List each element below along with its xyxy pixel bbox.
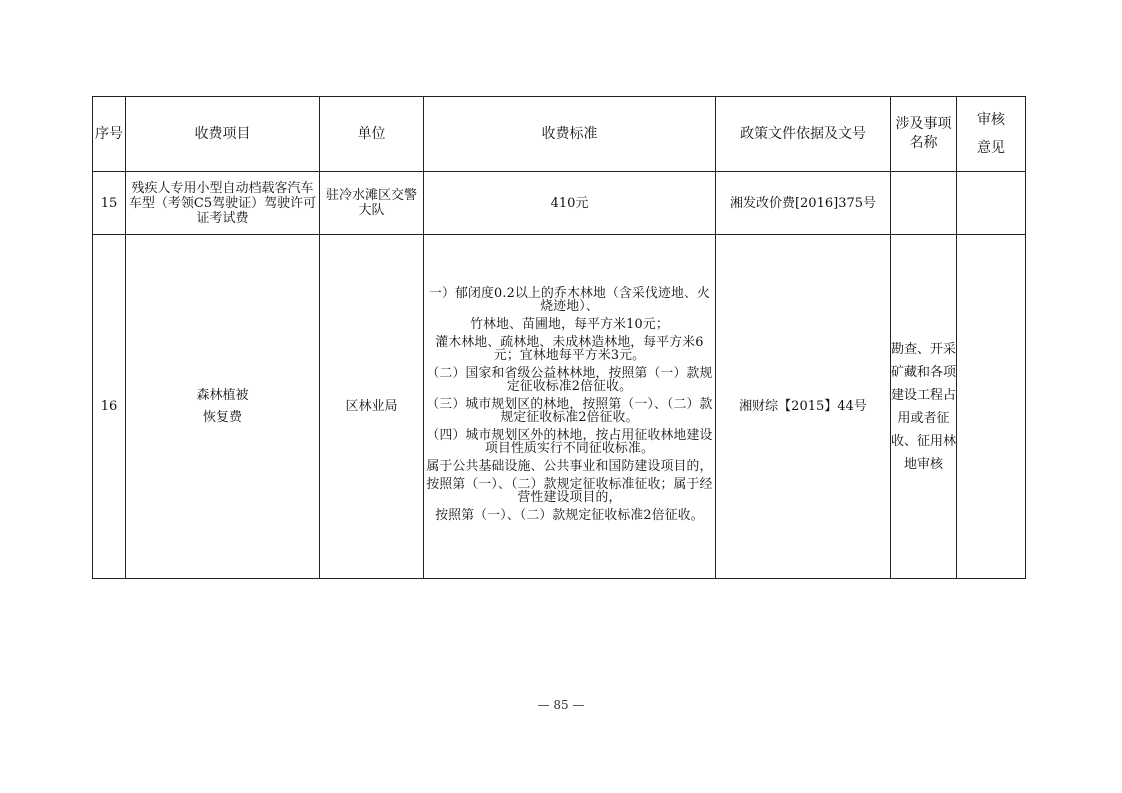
standard-paragraph: （二）国家和省级公益林林地，按照第（一）款规定征收标准2倍征收。 (426, 365, 713, 394)
table-row (93, 235, 1026, 579)
policy-cell: 湘财综【2015】44号 (716, 235, 891, 579)
standard-cell (424, 235, 716, 579)
fee-table (92, 96, 1026, 579)
item-line: 恢复费 (202, 409, 242, 425)
scope-cell (891, 172, 957, 235)
standard-paragraph: （四）城市规划区外的林地，按占用征收林地建设项目性质实行不同征收标准。 (426, 427, 713, 456)
standard-paragraph: （三）城市规划区的林地，按照第（一）、（二）款规定征收标准2倍征收。 (426, 396, 713, 425)
header-unit: 单位 (320, 97, 424, 172)
seq-cell: 15 (93, 172, 126, 235)
standard-paragraph: 一）郁闭度0.2以上的乔木林地（含采伐迹地、火烧迹地）、 (429, 285, 710, 314)
review-cell (957, 235, 1026, 579)
header-item: 收费项目 (126, 97, 320, 172)
standard-paragraph: 属于公共基础设施、公共事业和国防建设项目的， (426, 458, 713, 474)
header-policy: 政策文件依据及文号 (716, 97, 891, 172)
standard-paragraph: 按照第（一）、（二）款规定征收标准征收；属于经营性建设项目的， (426, 476, 713, 505)
header-seq: 序号 (93, 97, 126, 172)
standard-paragraph: 按照第（一）、（二）款规定征收标准2倍征收。 (435, 507, 704, 523)
policy-cell: 湘发改价费[2016]375号 (716, 172, 891, 235)
review-cell (957, 172, 1026, 235)
page-number: — 85 — (537, 698, 585, 712)
unit-cell: 区林业局 (320, 235, 424, 579)
item-cell (126, 235, 320, 579)
header-scope: 涉及事项名称 (891, 97, 957, 172)
standard-cell: 410元 (424, 172, 716, 235)
standard-paragraph: 竹林地、苗圃地，每平方米10元； (470, 316, 669, 332)
header-review: 审核意见 (957, 97, 1026, 172)
item-line: 森林植被 (196, 387, 249, 403)
item-cell: 残疾人专用小型自动档载客汽车车型（考领C5驾驶证）驾驶许可证考试费 (126, 172, 320, 235)
header-row (93, 97, 1026, 172)
standard-paragraph: 灌木林地、疏林地、未成林造林地，每平方米6元；宜林地每平方米3元。 (435, 334, 704, 363)
unit-cell: 驻冷水滩区交警大队 (320, 172, 424, 235)
table-row (93, 172, 1026, 235)
header-standard: 收费标准 (424, 97, 716, 172)
scope-cell: 勘查、开采矿藏和各项建设工程占用或者征收、征用林地审核 (891, 235, 957, 579)
seq-cell: 16 (93, 235, 126, 579)
